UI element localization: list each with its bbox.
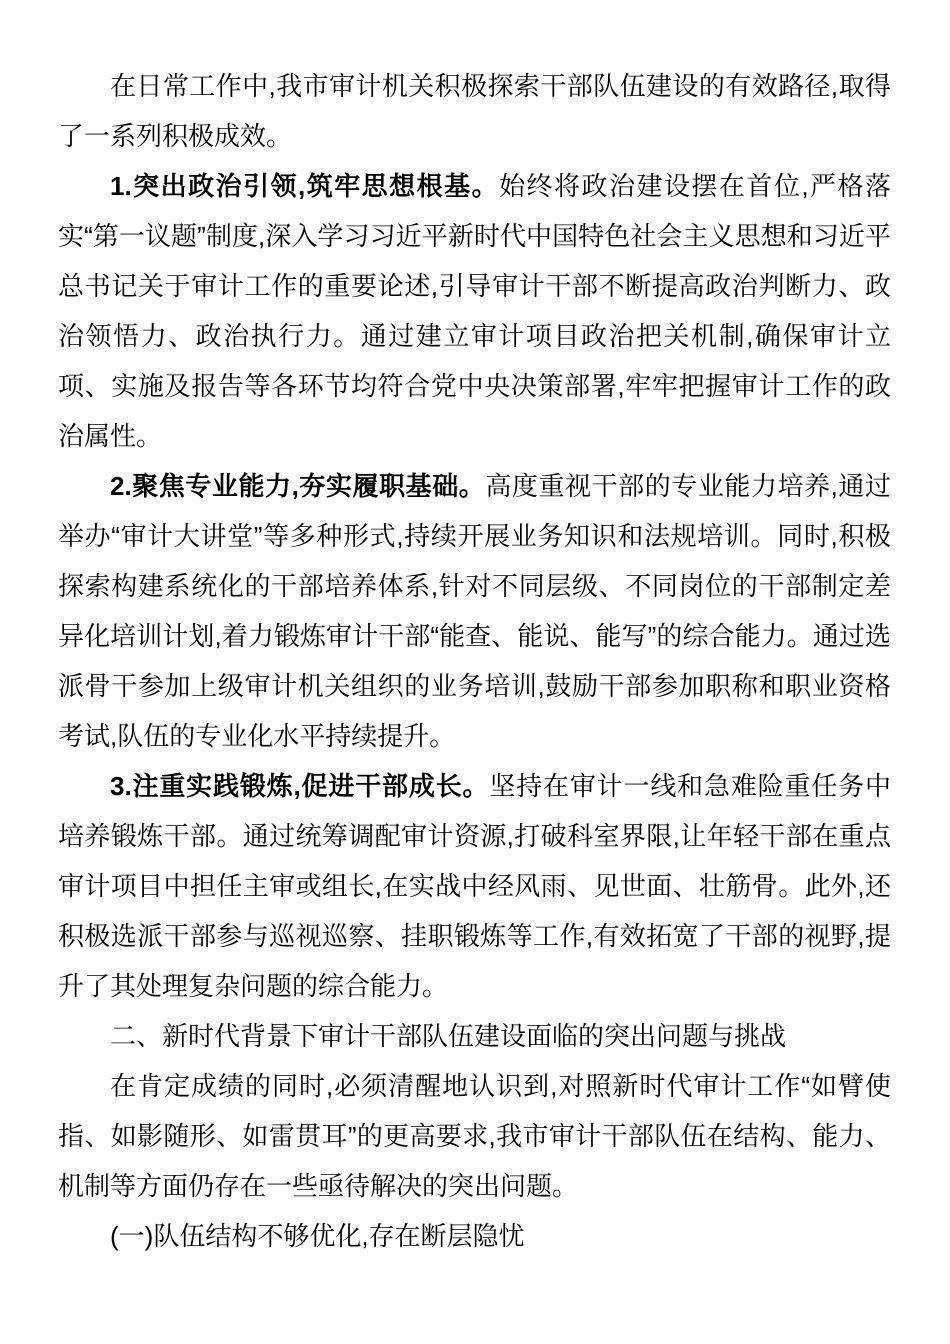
- heading-section-2-1-heading: [58, 1211, 891, 1261]
- paragraph-lead-bold: 3.注重实践锻炼,促进干部成长。: [110, 771, 490, 801]
- paragraph-text: 在日常工作中,我市审计机关积极探索干部队伍建设的有效路径,取得了一系列积极成效。: [58, 71, 891, 151]
- paragraph-point-1: [58, 161, 891, 461]
- paragraph-text: 坚持在审计一线和急难险重任务中培养锻炼干部。通过统筹调配审计资源,打破科室界限,让年轻干部在重点审计项目中担任主审或组长,在实战中经风雨、见世面、壮筋骨。此外,还积极选派干部参与巡视巡察、挂职锻炼等工作,有效拓宽了干部的视野,提升了其处理复杂问题的综合能力。: [58, 771, 891, 1001]
- paragraph-text: 高度重视干部的专业能力培养,通过举办“审计大讲堂”等多种形式,持续开展业务知识和法规培训。同时,积极探索构建系统化的干部培养体系,针对不同层级、不同岗位的干部制定差异化培训计划,着力锻炼审计干部“能查、能说、能写”的综合能力。通过选派骨干参加上级审计机关组织的业务培训,鼓励干部参加职称和职业资格考试,队伍的专业化水平持续提升。: [58, 471, 891, 751]
- paragraph-intro: [58, 61, 891, 161]
- paragraph-section-2-intro: [58, 1061, 891, 1211]
- document-body: [58, 61, 891, 1261]
- paragraph-lead-bold: 1.突出政治引领,筑牢思想根基。: [110, 171, 500, 201]
- paragraph-lead-bold: 2.聚焦专业能力,夯实履职基础。: [110, 471, 486, 501]
- paragraph-text: 始终将政治建设摆在首位,严格落实“第一议题”制度,深入学习习近平新时代中国特色社会主义思想和习近平总书记关于审计工作的重要论述,引导审计干部不断提高政治判断力、政治领悟力、政治执行力。通过建立审计项目政治把关机制,确保审计立项、实施及报告等各环节均符合党中央决策部署,牢牢把握审计工作的政治属性。: [58, 171, 891, 451]
- paragraph-text: 二、新时代背景下审计干部队伍建设面临的突出问题与挑战: [110, 1021, 787, 1051]
- heading-section-2-heading: [58, 1011, 891, 1061]
- paragraph-point-3: [58, 761, 891, 1011]
- paragraph-point-2: [58, 461, 891, 761]
- paragraph-text: (一)队伍结构不够优化,存在断层隐忧: [110, 1221, 525, 1251]
- paragraph-text: 在肯定成绩的同时,必须清醒地认识到,对照新时代审计工作“如臂使指、如影随形、如雷贯耳”的更高要求,我市审计干部队伍在结构、能力、机制等方面仍存在一些亟待解决的突出问题。: [58, 1071, 891, 1201]
